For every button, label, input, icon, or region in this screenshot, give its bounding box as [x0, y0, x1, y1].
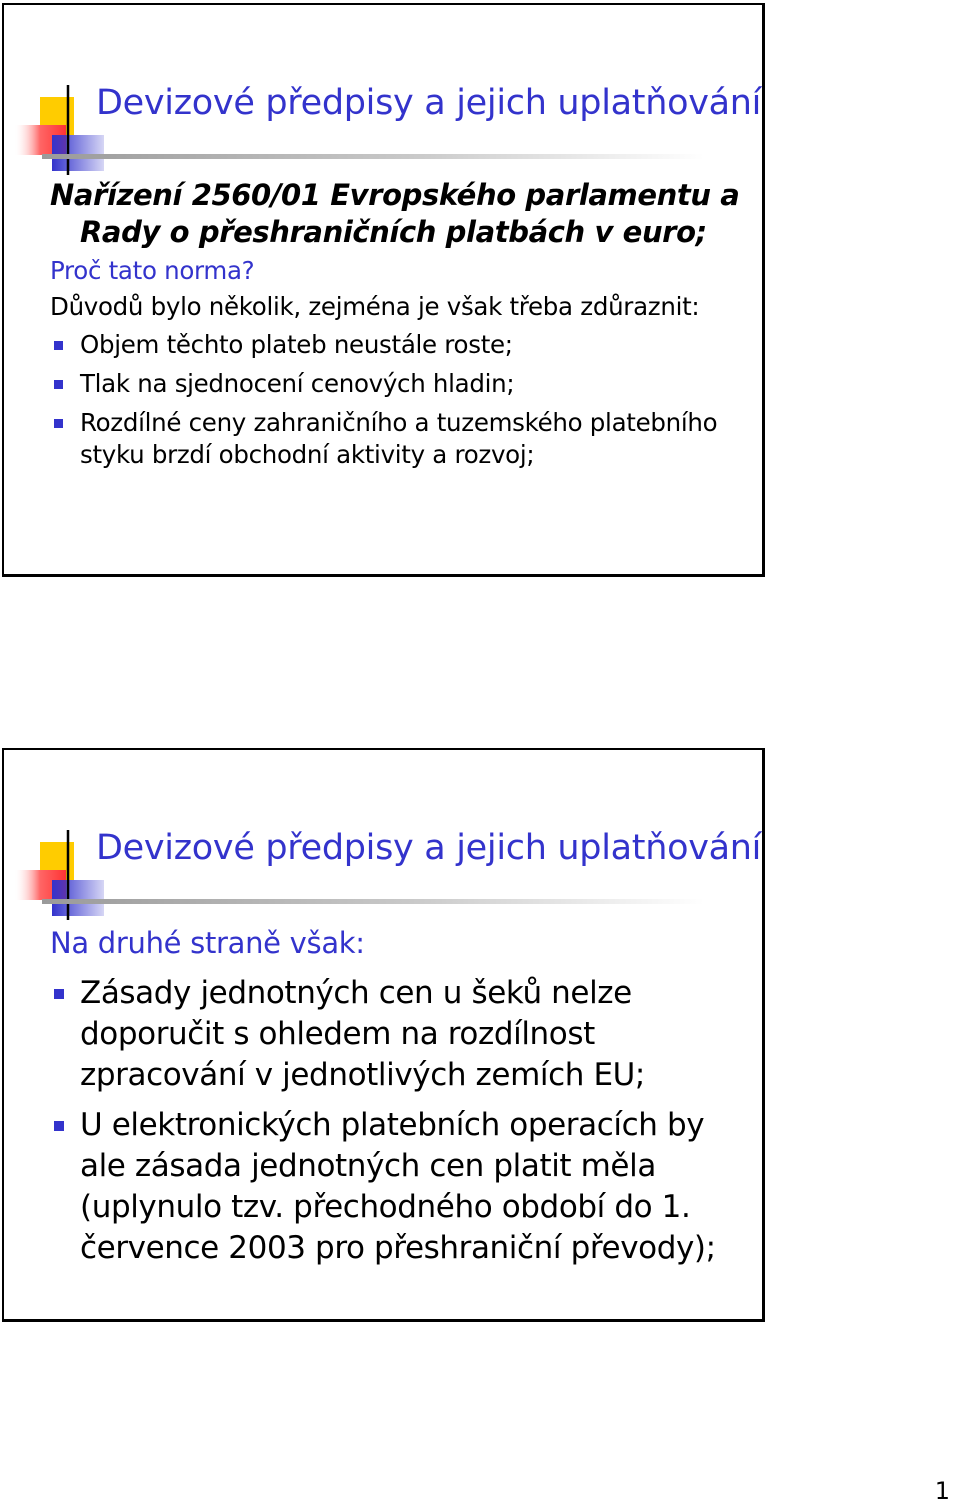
decorative-squares-icon [10, 85, 110, 175]
list-item [50, 973, 742, 1096]
slide-body [50, 177, 742, 478]
decorative-squares-icon [10, 830, 110, 920]
slide-2 [2, 748, 765, 1322]
page-number: 1 [934, 1477, 950, 1505]
list-item [50, 368, 742, 400]
question-text: Proč tato norma? [50, 256, 255, 285]
slide-title: Devizové předpisy a jejich uplatňování [96, 83, 762, 123]
list-item-text: Zásady jednotných cen u šeků nelze doporučit s ohledem na rozdílnost zpracování v jednotlivých zemích EU; [80, 975, 645, 1093]
slide-body [50, 925, 742, 1278]
title-divider [42, 899, 704, 904]
section-heading: Na druhé straně však: [50, 926, 365, 960]
intro-text: Důvodů bylo několik, zejména je však třeba zdůraznit: [50, 292, 700, 321]
bullet-square-icon [54, 380, 63, 389]
list-item [50, 1105, 742, 1269]
slide-1 [2, 3, 765, 577]
bullet-list [50, 329, 742, 471]
bullet-square-icon [54, 1121, 64, 1131]
regulation-heading: Nařízení 2560/01 Evropského parlamentu a Rady o přeshraničních platbách v euro; [50, 178, 740, 249]
list-item-text: Rozdílné ceny zahraničního a tuzemského platebního styku brzdí obchodní aktivity a rozvoj; [80, 408, 718, 469]
title-divider [42, 154, 704, 159]
bullet-square-icon [54, 341, 63, 350]
list-item-text: U elektronických platebních operacích by ale zásada jednotných cen platit měla (uplynulo tzv. přechodného období do 1. července 2003 pro přeshraniční převody); [80, 1107, 716, 1266]
list-item-text: Objem těchto plateb neustále roste; [80, 330, 513, 359]
list-item [50, 329, 742, 361]
list-item-text: Tlak na sjednocení cenových hladin; [80, 369, 515, 398]
bullet-list [50, 973, 742, 1269]
bullet-square-icon [54, 419, 63, 428]
bullet-square-icon [54, 989, 64, 999]
slide-title: Devizové předpisy a jejich uplatňování [96, 828, 762, 868]
list-item [50, 407, 742, 471]
